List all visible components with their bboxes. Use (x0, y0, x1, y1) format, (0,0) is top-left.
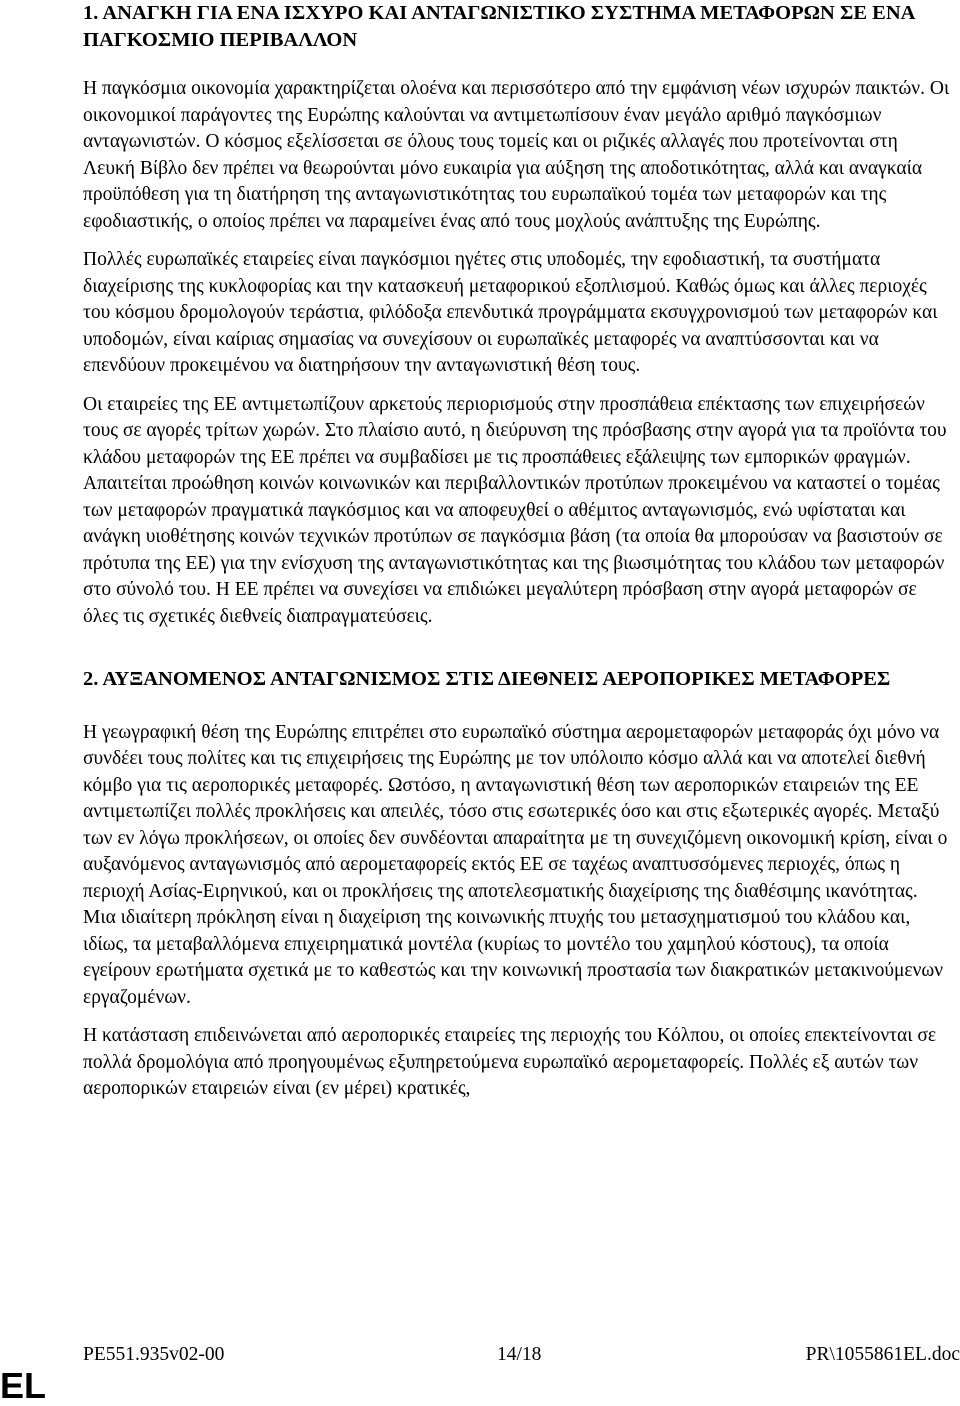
section-1-paragraph-3: Οι εταιρείες της ΕΕ αντιμετωπίζουν αρκετούς περιορισμούς στην προσπάθεια επέκτασης των επιχειρήσεών τους σε αγορές τρίτων χωρών. Στο πλαίσιο αυτό, η διεύρυνση της πρόσβασης στην αγορά για τα προϊόντα του κλάδου μεταφορών της ΕΕ πρέπει να συμβαδίσει με τις προσπάθειες εξάλειψης των εμπορικών φραγμών. Απαιτείται προώθηση κοινών κοινωνικών και περιβαλλοντικών προτύπων προκειμένου να καταστεί ο τομέας των μεταφορών πραγματικά παγκόσμιος και να αποφευχθεί ο αθέμιτος ανταγωνισμός, ενώ υφίσταται και ανάγκη υιοθέτησης κοινών τεχνικών προτύπων σε παγκόσμια βάση (τα οποία θα μπορούσαν να βασιστούν σε πρότυπα της ΕΕ) για την ενίσχυση της ανταγωνιστικότητας και της βιωσιμότητας του κλάδου των μεταφορών στο σύνολό του. Η ΕΕ πρέπει να συνεχίσει να επιδιώκει μεγαλύτερη πρόσβαση στην αγορά μεταφορών σε όλες τις σχετικές διεθνείς διαπραγματεύσεις. (83, 393, 947, 627)
page-footer (83, 1342, 960, 1368)
section-2-paragraph-1: Η γεωγραφική θέση της Ευρώπης επιτρέπει στο ευρωπαϊκό σύστημα αερομεταφορών μεταφοράς όχι μόνο να συνδέει τους πολίτες και τις επιχειρήσεις της Ευρώπης με τον υπόλοιπο κόσμο αλλά και να αποτελεί διεθνή κόμβο για τις αεροπορικές μεταφορές. Ωστόσο, η ανταγωνιστική θέση των αεροπορικών εταιρειών της ΕΕ αντιμετωπίζει πολλές προκλήσεις και απειλές, τόσο στις εσωτερικές όσο και στις εξωτερικές αγορές. Μεταξύ των εν λόγω προκλήσεων, οι οποίες δεν συνδέονται απαραίτητα με τη συνεχιζόμενη οικονομική κρίση, είναι ο αυξανόμενος ανταγωνισμός από αερομεταφορείς εκτός ΕΕ σε ταχέως αναπτυσσόμενες περιοχές, όπως η περιοχή Ασίας-Ειρηνικού, και οι προκλήσεις της αποτελεσματικής διαχείρισης της διαθέσιμης ικανότητας. Μια ιδιαίτερη πρόκληση είναι η διαχείριση της κοινωνικής πτυχής του μετασχηματισμού του κλάδου και, ιδίως, τα μεταβαλλόμενα επιχειρηματικά μοντέλα (κυρίως το μοντέλο του χαμηλού κόστους), τα οποία εγείρουν ερωτήματα σχετικά με το καθεστώς και την κοινωνική προστασία των διακρατικών μετακινούμενων εργαζομένων. (83, 721, 948, 1008)
section-2-heading: 2. ΑΥΞΑΝΟΜΕΝΟΣ ΑΝΤΑΓΩΝΙΣΜΟΣ ΣΤΙΣ ΔΙΕΘΝΕΙΣ ΑΕΡΟΠΟΡΙΚΕΣ ΜΕΤΑΦΟΡΕΣ (83, 668, 891, 690)
section-1-paragraph-1: Η παγκόσμια οικονομία χαρακτηρίζεται ολοένα και περισσότερο από την εμφάνιση νέων ισχυρών παικτών. Οι οικονομικοί παράγοντες της Ευρώπης καλούνται να αντιμετωπίσουν έναν μεγάλο αριθμό παγκόσμιων ανταγωνιστών. Ο κόσμος εξελίσσεται σε όλους τους τομείς και οι ριζικές αλλαγές που προτείνονται στη Λευκή Βίβλο δεν πρέπει να θεωρούνται μόνο ευκαιρία για αύξηση της αποδοτικότητας, αλλά και αναγκαία προϋπόθεση για τη διατήρηση της ανταγωνιστικότητας του ευρωπαϊκού τομέα των μεταφορών και της εφοδιαστικής, ο οποίος πρέπει να παραμείνει ένας από τους μοχλούς ανάπτυξης της Ευρώπης. (83, 78, 950, 232)
footer-page-number: 14/18 (497, 1344, 542, 1365)
footer-file-name: PR\1055861EL.doc (805, 1344, 960, 1365)
footer-document-reference: PE551.935v02-00 (83, 1344, 225, 1365)
document-page (83, 0, 953, 1103)
section-1-paragraph-2: Πολλές ευρωπαϊκές εταιρείες είναι παγκόσμιοι ηγέτες στις υποδομές, την εφοδιαστική, τα συστήματα διαχείρισης της κυκλοφορίας και την κατασκευή μεταφορικού εξοπλισμού. Καθώς όμως και άλλες περιοχές του κόσμου δρομολογούν τεράστια, φιλόδοξα επενδυτικά προγράμματα εκσυγχρονισμού των μεταφορών και υποδομών, είναι καίριας σημασίας να συνεχίσουν οι ευρωπαϊκές μεταφορές να αναπτύσσονται και να επενδύουν προκειμένου να διατηρήσουν την ανταγωνιστική θέση τους. (83, 249, 938, 376)
section-1-heading: 1. ΑΝΑΓΚΗ ΓΙΑ ΕΝΑ ΙΣΧΥΡΟ ΚΑΙ ΑΝΤΑΓΩΝΙΣΤΙΚΟ ΣΥΣΤΗΜΑ ΜΕΤΑΦΟΡΩΝ ΣΕ ΕΝΑ ΠΑΓΚΟΣΜΙΟ ΠΕΡΙΒΑΛΛΟΝ (83, 2, 915, 51)
section-2-paragraph-2: Η κατάσταση επιδεινώνεται από αεροπορικές εταιρείες της περιοχής του Κόλπου, οι οποίες επεκτείνονται σε πολλά δρομολόγια από προηγουμένως εξυπηρετούμενα ευρωπαϊκό αερομεταφορείς. Πολλές εξ αυτών των αεροπορικών εταιρειών είναι (εν μέρει) κρατικές, (83, 1025, 937, 1099)
language-code: EL (0, 1365, 47, 1406)
